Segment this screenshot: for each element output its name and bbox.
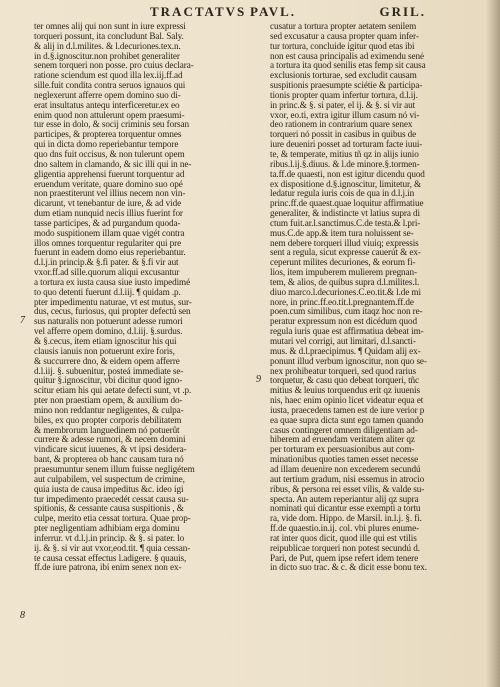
text-line: sille.fuit condita contra seruos ignauos qui xyxy=(34,80,186,91)
text-line: tur impedimento praecedét cessat causa su- xyxy=(34,493,189,504)
text-line: d.l.j.in princip.& §.fi pater. & §.fi vir aut xyxy=(34,257,179,268)
text-line: mutari vel corrigi, aut limitari, d.l.sancti- xyxy=(270,336,416,346)
text-line: aut culpabilem, vel suspectum de crimine, xyxy=(34,473,185,484)
text-line: currere & adesse rumori, & necem domini xyxy=(34,434,186,445)
text-line: sed excusatur a causa propter quam infer- xyxy=(270,30,419,41)
margin-note-8: 8 xyxy=(20,610,25,621)
text-line: ter omnes alij qui non sunt in iure expressi xyxy=(34,22,186,31)
text-line: ea quae supra dicta sunt ego tamen quando xyxy=(270,414,424,425)
text-line: mus. & d.l.praecipimus. ¶ Quidam alij ex- xyxy=(270,345,421,356)
text-line: tasse participes, & ad purgandum quoda- xyxy=(34,217,181,228)
text-line: a tortura ex iusta causa siue iusto impedimé xyxy=(34,276,191,287)
text-line: regula iuris quae est affirmatiua debeat im- xyxy=(270,326,424,337)
text-line: ex dispositione d.§.ignoscitur, limitetur, & xyxy=(270,178,422,189)
text-line: tur esse in dolo, & socij criminis seu forsan xyxy=(34,119,189,130)
text-line: erat insultatus antequ interficeretur.ex eo xyxy=(34,99,180,110)
text-line: illos omnes torquentur regulariter qui pre xyxy=(34,237,182,248)
text-line: & alij in d.l.milites. & l.decuriones.tex.n. xyxy=(34,40,181,51)
text-line: non praestiterunt vel illius necem non vin- xyxy=(34,188,186,199)
text-line: torqueri nó possit in casibus in quibus de xyxy=(270,129,417,140)
text-line: per torturam ex persuasionibus aut com- xyxy=(270,444,415,455)
text-line: gligentia apprehensi fuerunt torquentur ad xyxy=(34,168,185,179)
text-line: quia iusta de causa impeditus &c. ideo igi xyxy=(34,483,184,494)
text-line: ff.de quaestio.in.ij. col. vbi plures enume- xyxy=(270,523,420,534)
text-line: dicarunt, vt tenebantur de iure, & ad vide xyxy=(34,198,182,209)
text-line: diuo marco.l.decuriones.C.eo.tit.& l.de mi xyxy=(270,286,421,297)
text-line: rat inter quos dicit, quod ille qui est vtilis xyxy=(270,532,417,543)
text-line: quo dns fuit occisus, & non tulerunt opem xyxy=(34,148,185,159)
text-line: nominati qui dicantur esse exempti a tortu xyxy=(270,503,421,514)
text-line: neglexerunt afferre opem domino suo di- xyxy=(34,89,181,100)
text-line: in d.§.ignoscitur.non prohibet generaliter xyxy=(34,50,180,61)
text-line: iusta, praecedens tamen est de iure verior p xyxy=(270,404,425,415)
text-line: to quo detenti fuerunt d.l.iij. ¶ quidam .p. xyxy=(34,286,181,297)
text-line: vel afferre opem domino, d.l.iij. §.surdus. xyxy=(34,326,183,337)
text-line: generaliter, & indistincte vt latius supra di xyxy=(270,208,421,219)
header-title-center: PAVL. xyxy=(250,4,296,19)
text-line: quitur §.ignoscitur, vbi dicitur quod igno- xyxy=(34,375,183,386)
text-line: pter negligentiam adhibiam erga dominu xyxy=(34,523,180,534)
text-line: deo rationem in contrarium quare senex xyxy=(270,119,413,130)
text-line: vindicare sicut iuuenes, & vt ipsi desidera- xyxy=(34,444,187,455)
text-line: qui in dicta domo reperiebantur tempore xyxy=(34,139,179,150)
text-line: ra, vide dom. Hippo. de Marsil. in.l.j. §. fi. xyxy=(270,513,422,524)
text-line: vxor.ff.ad sille.quorum aliqui excusantur xyxy=(34,267,180,278)
text-line: nore, in princ.ff.eo.tit.l.pregnantem.ff.de xyxy=(270,296,414,307)
text-line: cusatur a tortura propter aetatem senilem xyxy=(270,22,417,31)
margin-note-9: 9 xyxy=(256,374,261,385)
text-line: ff.de iure patrona, ibi enim senex non ex- xyxy=(34,562,182,573)
text-line: poen.cum similibus, cum itaqz hoc non re- xyxy=(270,306,423,317)
text-line: vxor, eo.ti, extra igitur illum casum nó vi- xyxy=(270,109,420,120)
text-line: hiberem ad eruendam veritatem aliter qz xyxy=(270,434,415,445)
text-line: specta. An autem reperiantur alij qz supra xyxy=(270,493,419,504)
text-line: mino non reddantur negligentes, & culpa- xyxy=(34,404,184,415)
text-line: participes, & propterea torquentur omnes xyxy=(34,129,182,140)
text-line: reipublicae torqueri non potest secundú d. xyxy=(270,542,420,553)
text-line: peratur expressum non est dicédum quod xyxy=(270,316,417,327)
text-line: aut tertium gradum, nisi essemus in atrocio xyxy=(270,473,425,484)
text-line: & succurrere dno, & eidem opem afferre xyxy=(34,355,180,366)
running-header xyxy=(0,4,500,20)
text-line: nis, haec enim opinio licet videatur equa et xyxy=(270,395,424,406)
text-line: dus, cecus, furiosus, qui propter defectú sen xyxy=(34,306,191,317)
text-line: ponunt illud verbum ignoscitur, non quo se- xyxy=(270,355,427,366)
text-line: culpe, merito etia cessat tortura. Quae prop- xyxy=(34,513,191,524)
text-line: spitionis, & cessante causa suspitionis , & xyxy=(34,503,184,514)
text-line: biles, ex quo propter corporis debilitatem xyxy=(34,414,182,425)
text-line: tionis propter quam infertur tortura, d.l.ij. xyxy=(270,89,418,100)
text-line: princ.ff.de quaest.quae loquitur affirmatiue xyxy=(270,198,424,209)
text-line: in princ.& §. si pater, el ij. & §. si vir aut xyxy=(270,99,416,110)
text-line: minationibus quoties tamen esset necesse xyxy=(270,454,419,465)
text-line: tur tortura, concluide igitur quod etas ibi xyxy=(270,40,415,51)
text-line: praesumuntur senem illum fuisse negligétem xyxy=(34,463,195,474)
margin-note-7: 7 xyxy=(20,315,25,326)
text-line: eruendum veritate, quare domino suo opé xyxy=(34,178,183,189)
text-line: suspitionis praesumpte sciétie & participa- xyxy=(270,80,423,91)
text-line: Pari, de Put, quem ipse refert idem tenere xyxy=(270,552,419,563)
text-line: pter non praestiam opem, & auxilium do- xyxy=(34,395,183,406)
text-line: dno saltem in clamando, & sic illi qui in ne- xyxy=(34,158,192,169)
text-line: clausis ianuis non potuerunt exire foris, xyxy=(34,345,175,356)
text-line: dum etiam nunquid necis illius fuerint for xyxy=(34,208,183,219)
text-line: mus.C.de app.& item tura noluissent se- xyxy=(270,227,414,238)
text-line: fuerunt in eadem domo eius reperiebantur. xyxy=(34,247,186,258)
text-line: inferrur. vt d.l.j.in princip. & §. si pater. lo xyxy=(34,532,185,543)
left-text-column xyxy=(34,22,256,573)
text-line: mitius & leuius torquendus erit qz iuuenis xyxy=(270,385,420,396)
binding-shadow xyxy=(486,0,500,687)
text-line: scitur etiam his qui aetate defecti sunt, vt .p. xyxy=(34,385,192,396)
text-line: casus contingeret omnem diligentiam ad- xyxy=(270,424,418,435)
text-line: & §.cecus, item etiam ignoscitur his qui xyxy=(34,336,177,346)
text-line: torquetur, & casu quo debeat torqueri, tñc xyxy=(270,375,420,386)
text-line: iure deueniri posset ad torturam facte iuui- xyxy=(270,139,423,150)
text-line: ad illam deuenire non excederem secundú xyxy=(270,463,421,474)
text-line: ij. & §. si vir aut vxor,eod.tit. ¶ quia cessan- xyxy=(34,542,191,553)
text-line: tem, & alios, de quibus supra d.l.milites.l. xyxy=(270,276,420,287)
text-line: exclusionis torturae, sed excludit causam xyxy=(270,70,417,81)
text-line: ctum fuit.ar.l.sanctimus.C.de testa.& l.pri- xyxy=(270,217,421,228)
text-line: ratione sciendum est quod illa lex.iij.ff.ad xyxy=(34,70,183,81)
text-line: te causa cessat effectus l.adigere. § quauis, xyxy=(34,552,187,563)
text-line: ta.ff.de quaesti, non est igitur dicendu quod xyxy=(270,168,425,179)
text-line: ribus.l.ij.§.diuus. & l.de minore.§.tormen- xyxy=(270,158,420,169)
header-title-left: TRACTATVS xyxy=(150,4,247,19)
text-line: sus naturalis non potuerunt adesse rumori xyxy=(34,316,183,327)
text-line: nem debere torqueri illud viuiq; expressis xyxy=(270,237,419,248)
text-line: a tortura ita quod senilis etas femp sit causa xyxy=(270,60,426,71)
text-line: in dicto suo trac. & c. & dicit esse bonu tex. xyxy=(270,562,427,573)
text-line: non est causa principalis ad eximendu senė xyxy=(270,50,424,61)
text-line: ribus, & persona rei esset vilis, & valde su- xyxy=(270,483,425,494)
text-line: torqueri possunt, ita concludunt Bal. Saly. xyxy=(34,30,184,41)
text-line: modo suspitionem illam quae vigét contra xyxy=(34,227,185,238)
text-line: pter impedimentu naturae, vt est mutus, sur- xyxy=(34,296,192,307)
header-title-right: GRIL. xyxy=(379,4,426,19)
text-line: sent a regula, sicut expresse cauerút & ex- xyxy=(270,247,421,258)
text-line: ceperunt milites decuriones, & eorum fi- xyxy=(270,257,416,268)
text-line: enim quod non attulerunt opem praesumi- xyxy=(34,109,185,120)
text-line: te, & temperate, mitius tñ qz in alijs iunio xyxy=(270,148,419,159)
text-line: d.l.iij. §. subuenitur, posteá immediate se- xyxy=(34,365,184,376)
text-line: bant, & propterea ob hanc causam tura nó xyxy=(34,454,184,465)
text-line: nex prohibeatur torqueri, sed quod rarius xyxy=(270,365,416,376)
text-line: & membrorum languedinem nó potuerût xyxy=(34,424,180,435)
text-line: senem torqueri non posse. pro cuius declara- xyxy=(34,60,194,71)
text-line: ledatur regula iuris cois de qua in d.l.j.in xyxy=(270,188,415,199)
text-line: lios, item impuberem mulierem pregnan- xyxy=(270,267,417,278)
right-text-column xyxy=(270,22,480,573)
